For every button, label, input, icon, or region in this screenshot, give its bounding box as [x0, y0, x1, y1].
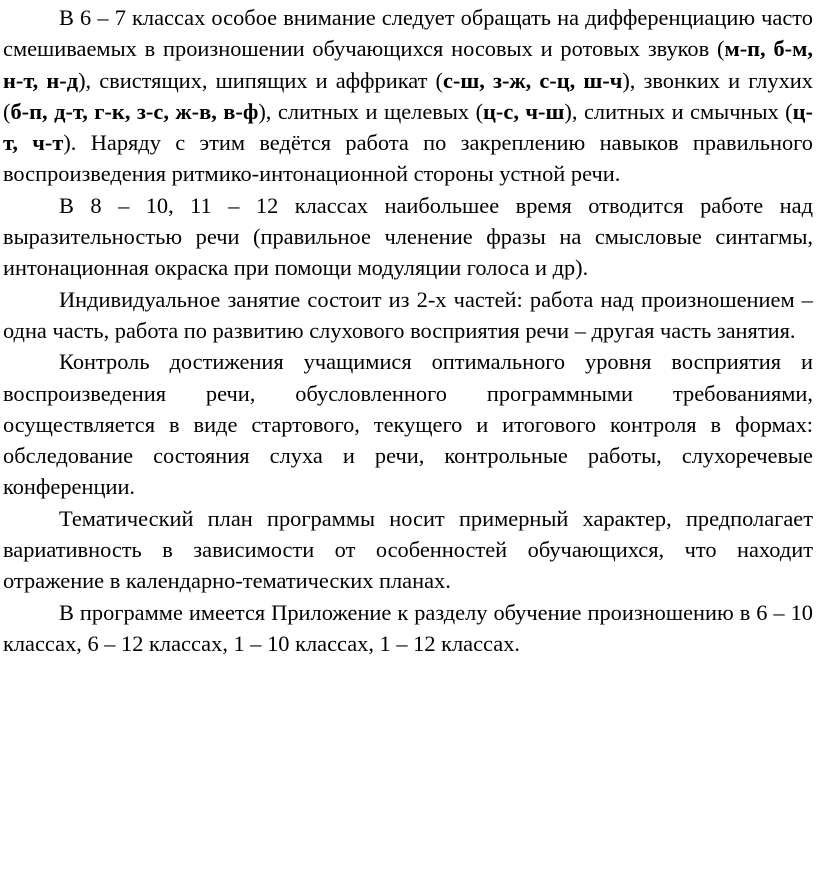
paragraph-text: Индивидуальное занятие состоит из 2-х частей: работа над произношением – одна часть, работа по развитию слухового восприятия речи – другая часть занятия.	[3, 286, 813, 343]
paragraph-text: Контроль достижения учащимися оптимального уровня восприятия и воспроизведения речи, обусловленного программными требованиями, осуществляется в виде стартового, текущего и итогового контроля в формах: обследование состояния слуха и речи, контрольные работы, слухоречевые конференции.	[3, 349, 813, 500]
paragraph-2	[3, 190, 813, 284]
paragraph-5	[3, 503, 813, 597]
paragraph-6	[3, 597, 813, 660]
paragraph-4	[3, 346, 813, 502]
paragraph-text: ), слитных и щелевых (	[258, 98, 484, 124]
paragraph-text: ), звонких и глухих (	[3, 67, 813, 124]
paragraph-text: ). Наряду с этим ведётся работа по закреплению навыков правильного воспроизведения ритмико-интонационной стороны устной речи.	[3, 130, 813, 187]
sound-pairs-bold-text: б-п, д-т, г-к, з-с, ж-в, в-ф	[10, 98, 259, 124]
paragraph-text: ), слитных и смычных (	[564, 98, 793, 124]
sound-pairs-bold-text: ц-с, ч-ш	[483, 98, 565, 124]
paragraph-3	[3, 284, 813, 347]
document-page	[3, 2, 813, 659]
sound-pairs-bold-text: с-ш, з-ж, с-ц, ш-ч	[442, 67, 623, 93]
paragraph-1	[3, 2, 813, 190]
sound-pairs-bold-text: ц-т, ч-т	[3, 98, 813, 156]
paragraph-text: В программе имеется Приложение к разделу обучение произношению в 6 – 10 классах, 6 – 12 классах, 1 – 10 классах, 1 – 12 классах.	[3, 599, 813, 656]
sound-pairs-bold-text: м-п, б-м, н-т, н-д	[3, 36, 813, 93]
paragraph-text: В 6 – 7 классах особое внимание следует обращать на дифференциацию часто смешиваемых в произношении обучающихся носовых и ротовых звуков (	[3, 5, 813, 62]
paragraph-text: В 8 – 10, 11 – 12 классах наибольшее время отводится работе над выразительностью речи (правильное членение фразы на смысловые синтагмы, интонационная окраска при помощи модуляции голоса и др).	[3, 192, 813, 281]
paragraph-text: Тематический план программы носит примерный характер, предполагает вариативность в зависимости от особенностей обучающихся, что находит отражение в календарно-тематических планах.	[3, 505, 813, 594]
paragraph-text: ), свистящих, шипящих и аффрикат (	[78, 67, 443, 93]
